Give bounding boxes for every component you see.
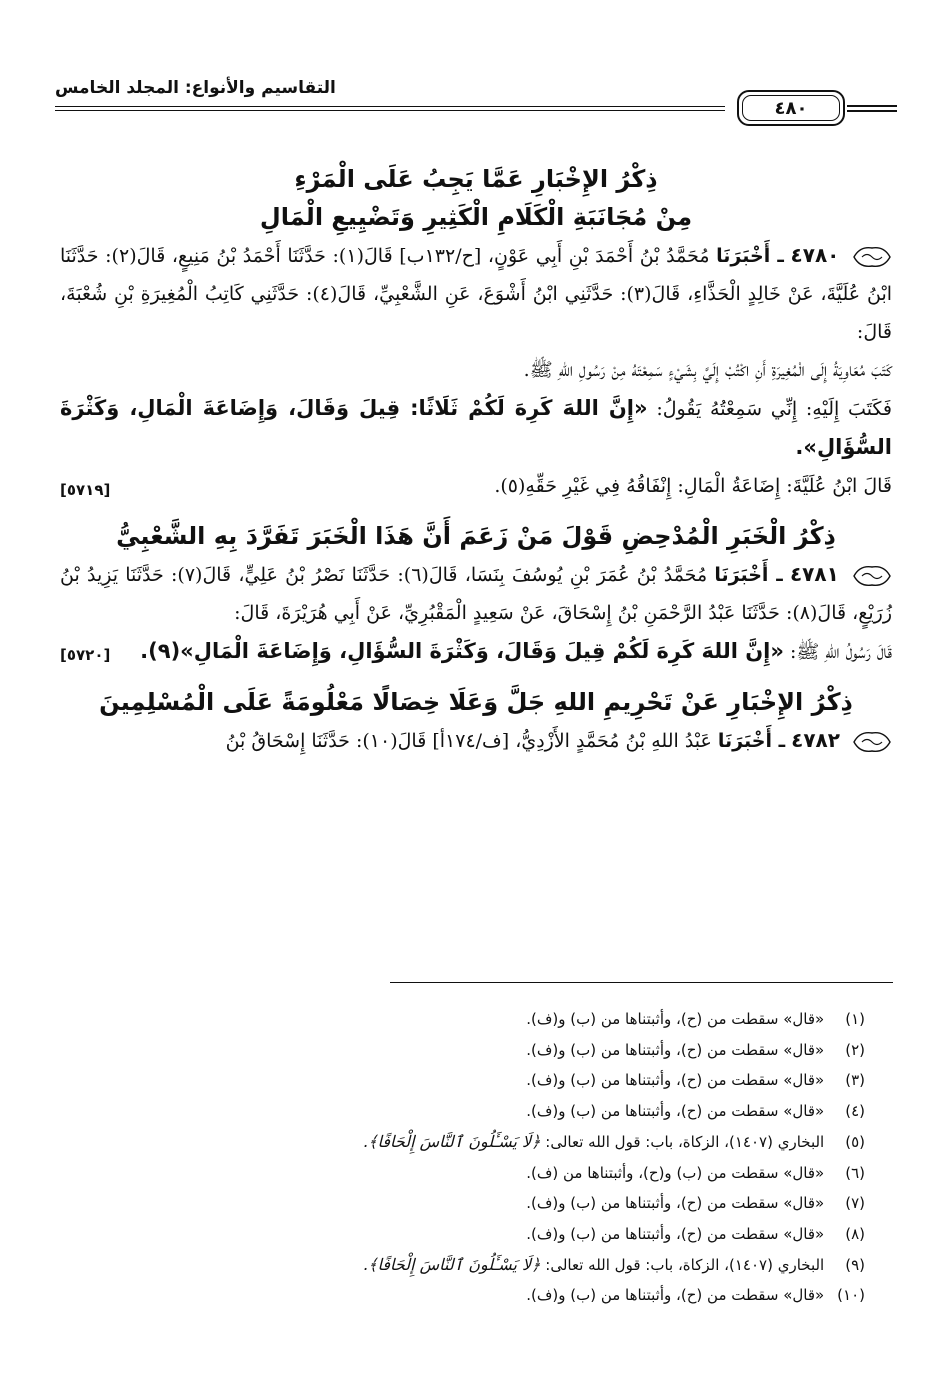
hadith-matn [60,632,892,671]
footnotes [150,1004,865,1311]
isnad-text: مُحَمَّدُ بْنُ أَحْمَدَ بْنِ أَبِي عَوْنٍ، [ح/١٣٢ب] قَالَ(١): حَدَّثَنَا أَحْمَدُ بْنُ مَنِيعٍ، قَالَ(٢): حَدَّثَنَا ابْنُ عُلَيَّةَ، عَنْ خَالِدٍ الْحَذَّاءِ، قَالَ(٣): حَدَّثَنِي ابْنُ أَشْوَعَ، عَنِ الشَّعْبِيِّ، قَالَ(٤): حَدَّثَنِي كَاتِبُ الْمُغِيرَةِ بْنِ شُعْبَةَ، قَالَ: [60,245,893,343]
prophetic-saying: «إِنَّ اللهَ كَرِهَ لَكُمْ قِيلَ وَقَالَ، وَكَثْرَةَ السُّؤَالِ، وَإِضَاعَةَ الْمَالِ»(٩). [140,639,784,663]
page-number: ٤٨٠ [774,97,808,119]
hadith-matn [60,389,892,467]
khabar-icon [852,729,892,755]
hadith-isnad [60,236,892,351]
footnote-text: «قال» سقطت من (ح)، وأثبتناها من (ب) و(ف). [526,1102,825,1121]
section-heading: ذِكْرُ الْخَبَرِ الْمُدْحِضِ قَوْلَ مَنْ زَعَمَ أَنَّ هَذَا الْخَبَرَ تَفَرَّدَ بِهِ الشَّعْبِيُّ [116,522,836,550]
header-rule [847,105,897,107]
footnote-number: (٦) [845,1163,865,1182]
footnote-text: «قال» سقطت من (ب) و(ح)، وأثبتناها من (ف). [526,1163,825,1182]
hadith-number: ٤٧٨٢ [791,728,840,752]
footnote [150,1096,865,1127]
hadith-comment [60,467,892,505]
footnote-number: (٧) [845,1194,865,1213]
section-heading: مِنْ مُجَانَبَةِ الْكَلَامِ الْكَثِيرِ وَتَضْيِيعِ الْمَالِ [259,203,693,231]
section-heading: ذِكْرُ الإِخْبَارِ عَمَّا يَجِبُ عَلَى الْمَرْءِ [294,165,658,193]
isnad-text: عَبْدُ اللهِ بْنُ مُحَمَّدٍ الأَزْدِيُّ، [ف/١٧٤أ] قَالَ(١٠): حَدَّثَنَا إِسْحَاقُ بْنُ [225,730,712,752]
header-rule [847,110,897,112]
footnote-text: «قال» سقطت من (ح)، وأثبتناها من (ب) و(ف). [526,1286,825,1305]
footnote [150,1035,865,1066]
footnote [150,1127,865,1158]
footnote [150,1004,865,1035]
footnote [150,1188,865,1219]
footnote-number: (٨) [845,1224,865,1243]
hadith-lead: ـ أَخْبَرَنَا [714,564,783,586]
page-number-frame [737,90,845,126]
khabar-icon [852,244,892,270]
footnote-text: «قال» سقطت من (ح)، وأثبتناها من (ب) و(ف). [526,1194,825,1213]
footnote-text: «قال» سقطت من (ح)، وأثبتناها من (ب) و(ف). [526,1010,825,1028]
header-rule [55,106,725,107]
footnote-text: «قال» سقطت من (ح)، وأثبتناها من (ب) و(ف). [526,1071,825,1090]
main-text [60,160,892,760]
reference-number: [٥٧٢٠] [60,646,111,664]
footnote [150,1219,865,1250]
footnote-text: البخاري (١٤٠٧)، الزكاة، باب: قول الله تعالى: [545,1132,825,1151]
footnote-number: (٩) [845,1255,865,1274]
footnote-number: (٥) [845,1132,865,1151]
hadith-number: ٤٧٨٠ [790,243,840,267]
running-title: التقاسيم والأنواع: المجلد الخامس [55,78,336,98]
running-header [55,72,895,122]
hadith-lead: ـ أَخْبَرَنَا [716,245,784,267]
footnote-number: (٤) [845,1102,865,1121]
quran-verse: ﴿لَا يَسْـَٔلُونَ ٱلنَّاسَ إِلْحَافًا﴾. [363,1131,541,1151]
matn-intro: فَكَتَبَ إِلَيْهِ: إِنِّي سَمِعْتُهُ يَقُولُ: [656,398,893,420]
reference-number: [٥٧١٩] [60,481,111,499]
footnote [150,1158,865,1189]
isnad-text: مُحَمَّدُ بْنُ عُمَرَ بْنِ يُوسُفَ بِنَسَا، قَالَ(٦): حَدَّثَنَا نَصْرُ بْنُ عَلِيٍّ، قَالَ(٧): حَدَّثَنَا يَزِيدُ بْنُ زُرَيْعٍ، قَالَ(٨): حَدَّثَنَا عَبْدُ الرَّحْمَنِ بْنُ إِسْحَاقَ، عَنْ سَعِيدٍ الْمَقْبُرِيِّ، عَنْ أَبِي هُرَيْرَةَ، قَالَ: [60,564,892,624]
footnote-number: (٣) [845,1071,865,1090]
prophetic-saying: «إِنَّ اللهَ كَرِهَ لَكُمْ ثَلَاثًا: قِيلَ وَقَالَ، وَإِضَاعَةَ الْمَالِ، وَكَثْرَةَ السُّؤَالِ». [60,396,892,459]
khabar-icon [852,563,892,589]
header-rule [55,110,725,111]
hadith-isnad [60,721,892,760]
footnote [150,1280,865,1311]
matn-intro: قَالَ رَسُولُ اللهِ ﷺ: [789,641,892,663]
hadith-number: ٤٧٨١ [789,562,839,586]
footnote-rule [390,982,893,983]
quran-verse: ﴿لَا يَسْـَٔلُونَ ٱلنَّاسَ إِلْحَافًا﴾. [363,1254,541,1274]
hadith-matn: كَتَبَ مُعَاوِيَةُ إِلَى الْمُغِيرَةِ أَنِ اكْتُبْ إِلَيَّ بِشَيْءٍ سَمِعْتَهُ مِنْ رَسُولِ اللهِ ﷺ. [523,359,892,381]
footnote-number: (٢) [845,1040,865,1059]
footnote-number: (١) [845,1010,865,1028]
hadith-isnad [60,555,892,632]
footnote-text: «قال» سقطت من (ح)، وأثبتناها من (ب) و(ف). [526,1040,825,1059]
footnote-number: (١٠) [837,1286,865,1305]
comment-text: قَالَ ابْنُ عُلَيَّةَ: إِضَاعَةُ الْمَالِ: إِنْفَاقُهُ فِي غَيْرِ حَقِّهِ(٥). [494,475,892,497]
section-heading: ذِكْرُ الإِخْبَارِ عَنْ تَحْرِيمِ اللهِ جَلَّ وَعَلَا خِصَالًا مَعْلُومَةً عَلَى الْمُسْلِمِينَ [99,688,853,716]
footnote [150,1065,865,1096]
footnote-text: البخاري (١٤٠٧)، الزكاة، باب: قول الله تعالى: [545,1255,825,1274]
footnote [150,1250,865,1281]
footnote-text: «قال» سقطت من (ح)، وأثبتناها من (ب) و(ف). [526,1224,825,1243]
hadith-lead: ـ أَخْبَرَنَا [717,730,786,752]
